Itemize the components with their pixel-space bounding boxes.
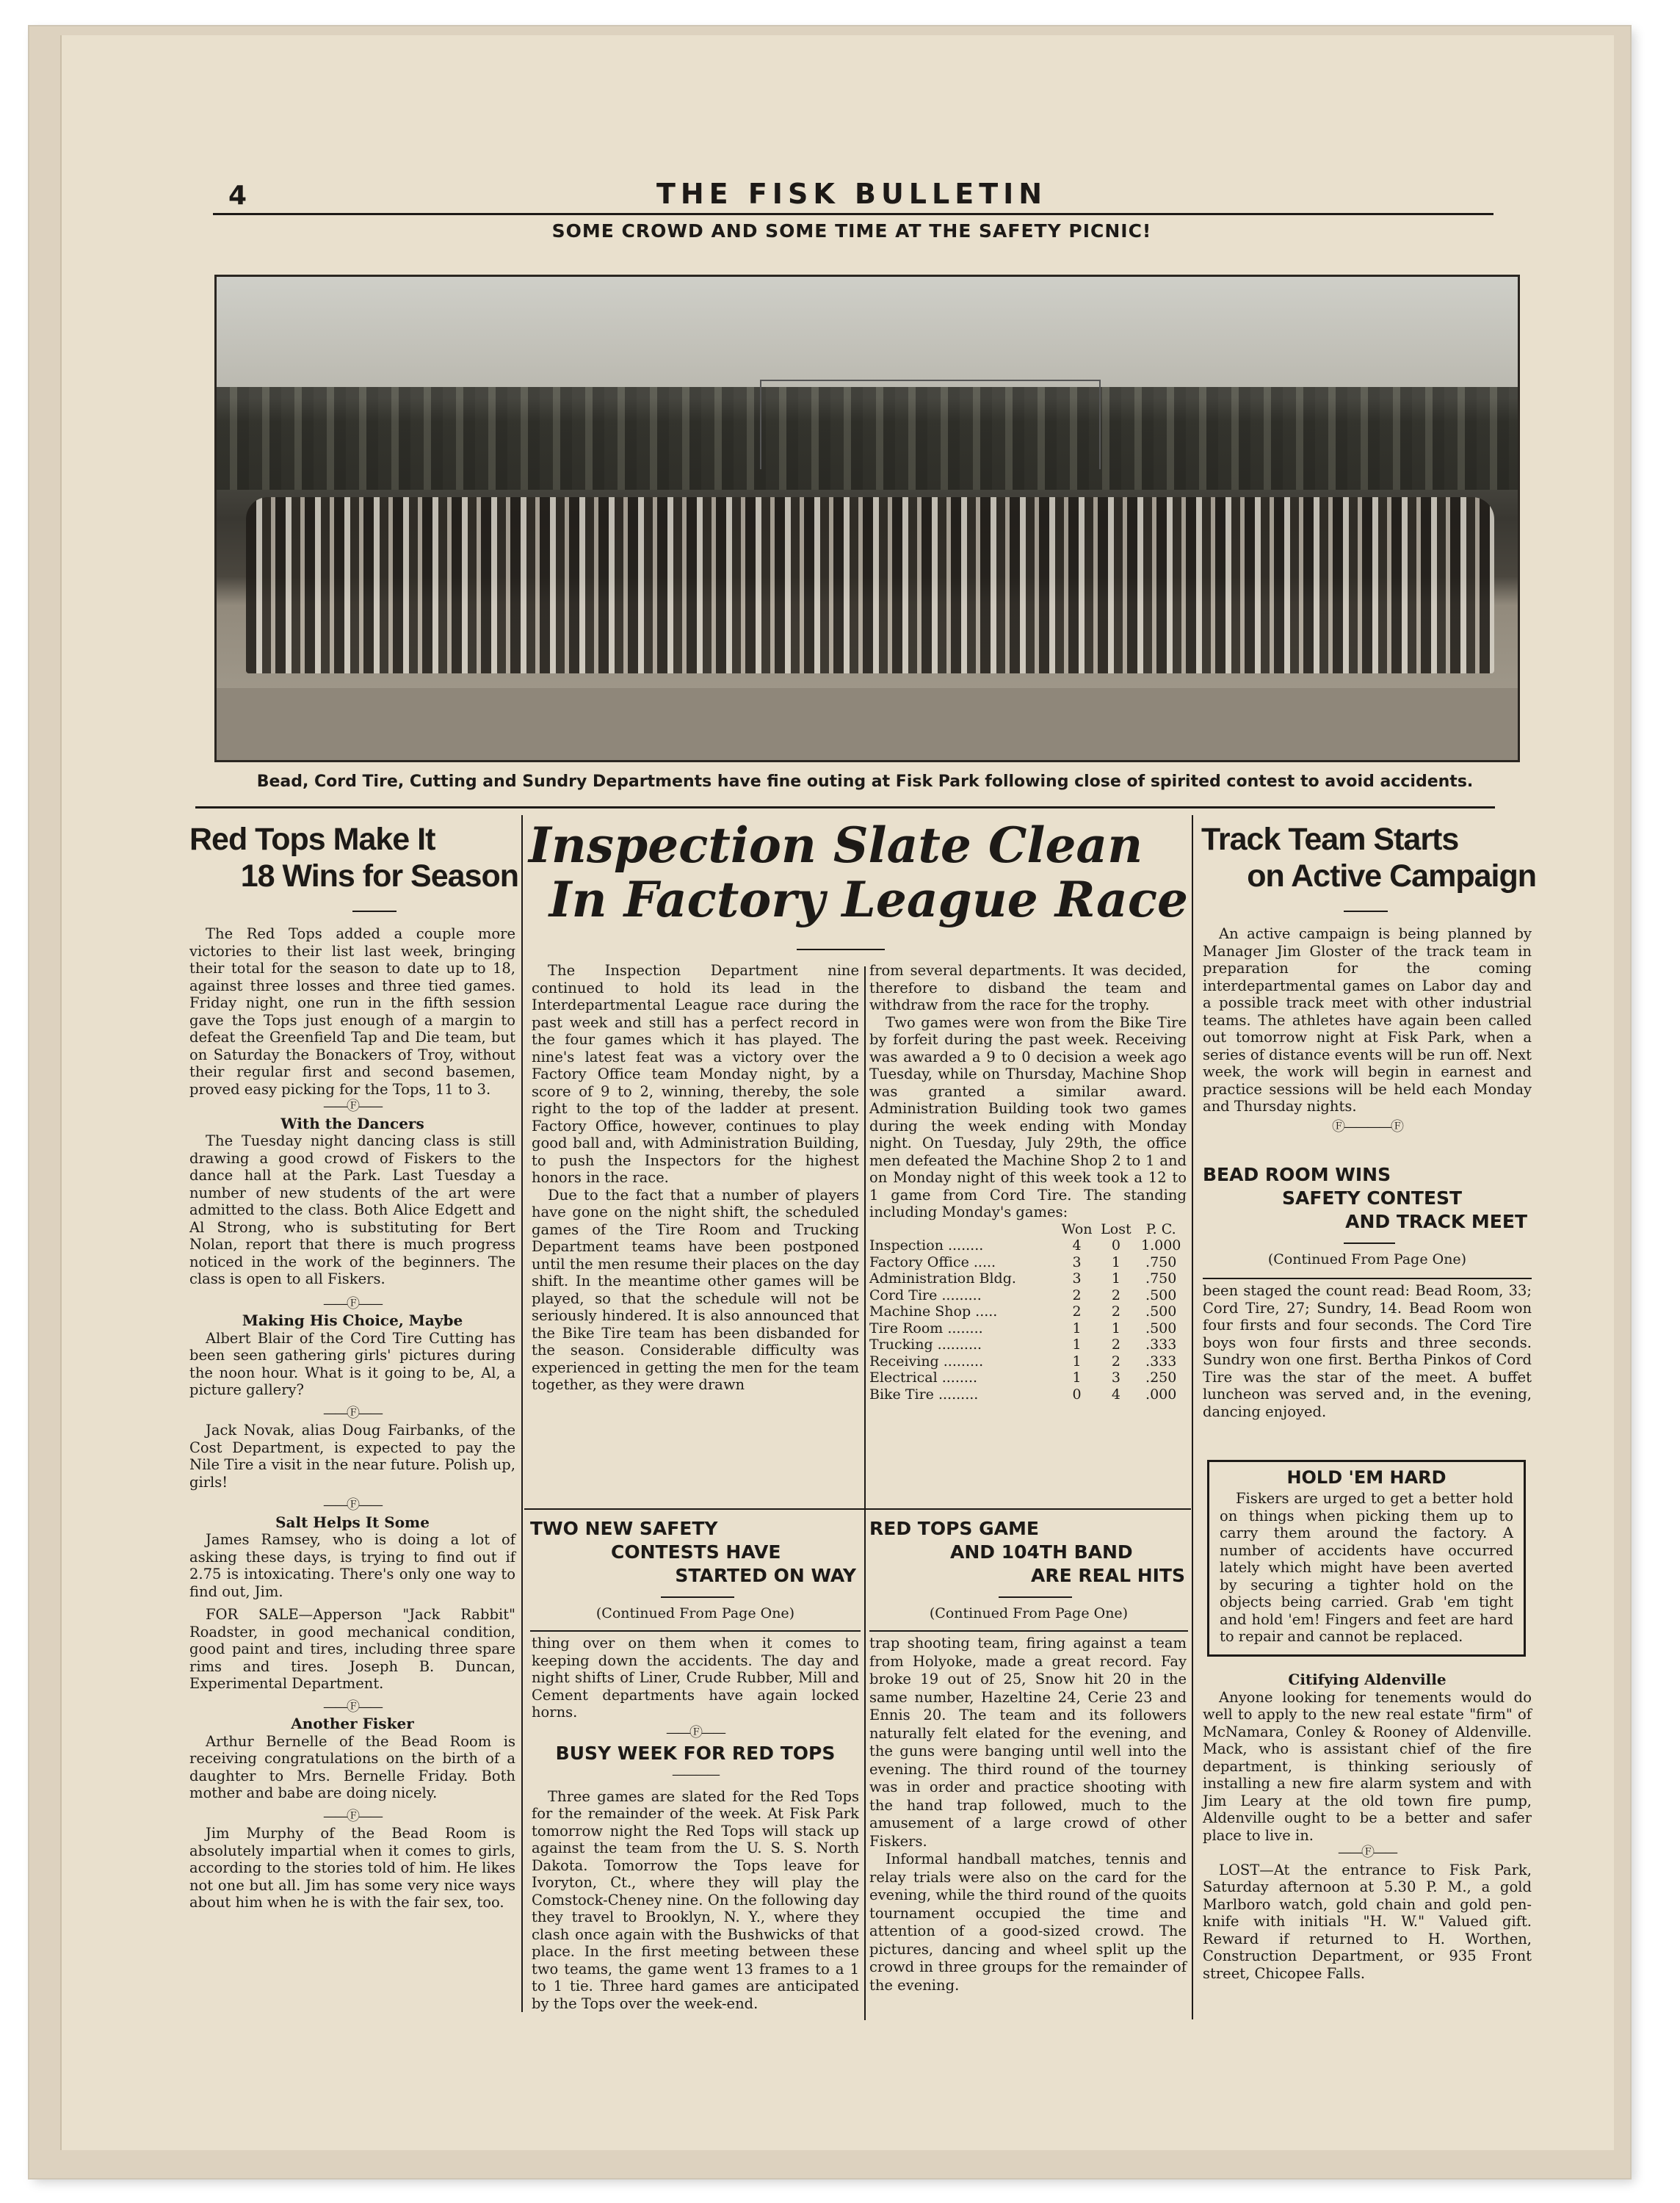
- section-rule: [524, 1508, 1191, 1510]
- stat-cell: .750: [1145, 1270, 1177, 1287]
- divider-icon: ——Ⓕ——: [666, 1724, 725, 1740]
- standings-row: [869, 1270, 1187, 1287]
- paragraph: been staged the count read: Bead Room, 33; Cord Tire, 27; Sundry, 14. Bead Room won four firsts and four seconds. The Cord Tire boys won four firsts and three seconds. Sundry won one first. Bertha Pinkos of Cord Tire was the star of the meet. A buffet luncheon was served and, in the evening, dancing enjoyed.: [1203, 1282, 1532, 1420]
- bead-room-headline: BEAD ROOM WINS SAFETY CONTEST AND TRACK MEET: [1203, 1164, 1527, 1232]
- hold-em-hard-box: [1207, 1460, 1526, 1657]
- paragraph: The Tuesday night dancing class is still drawing a good crowd of Fiskers to the dance hall at the Park. Last Tuesday a number of new students of the art were admitted to the class. Both Alice Edgett and Al Strong, who is substituting for Bert Nolan, report that there is much progress noticed in the work of the beginners. The class is open to all Fiskers.: [189, 1132, 515, 1287]
- track-team-headline: Track Team Starts on Active Campaign: [1201, 822, 1536, 894]
- safety-headline: TWO NEW SAFETY CONTESTS HAVE STARTED ON WAY: [530, 1518, 856, 1586]
- subhead: With the Dancers: [280, 1114, 424, 1132]
- column-rule-3: [1192, 815, 1193, 2019]
- section-rule: [530, 1630, 861, 1632]
- stat-cell: .750: [1145, 1254, 1177, 1270]
- standings-table: [869, 1221, 1187, 1403]
- stat-cell: .333: [1145, 1336, 1177, 1353]
- stat-cell: 1: [1111, 1254, 1120, 1270]
- group-photo: [214, 275, 1520, 762]
- col1-body: [189, 925, 515, 1911]
- stat-cell: 3: [1072, 1254, 1082, 1270]
- paragraph: thing over on them when it comes to keeping down the accidents. The day and night shifts of Liner, Crude Rubber, Mill and Cement departments have again locked horns.: [532, 1635, 859, 1721]
- stat-cell: 4: [1111, 1386, 1120, 1403]
- paragraph: Jim Murphy of the Bead Room is absolutely impartial when it comes to girls, according to the stories told of him. He likes not one but all. Jim has some very nice ways about him when he is with the fair sex, too.: [189, 1825, 515, 1911]
- stat-cell: 2: [1111, 1287, 1120, 1303]
- masthead-rule: [213, 213, 1493, 215]
- paragraph: The Red Tops added a couple more victories to their list last week, bringing their total for the season to date up to 18, against three losses and three tied games. Friday night, one run in the fifth session gave the Tops just enough of a margin to defeat the Greenfield Tap and Die team, but on Saturday the Bonackers of Troy, without their regular first and second basemen, proved easy picking for the Tops, 11 to 3.: [189, 925, 515, 1098]
- paragraph: Anyone looking for tenements would do well to apply to the new real estate "firm" of McNamara, Conley & Rooney of Aldenville. Mack, who is assistant chief of the fire department, is thinking seriously of installing a new fire alarm system and with Jim Leary at the old town fire pump, Aldenville ought to be a better and safer place to live in.: [1203, 1688, 1532, 1844]
- paragraph: James Ramsey, who is doing a lot of asking these days, is trying to find out if 2.75 is intoxicating. There's only one way to find out, Jim.: [189, 1531, 515, 1600]
- band-body: [869, 1635, 1187, 1994]
- stat-cell: .500: [1145, 1320, 1177, 1336]
- caption-rule: [195, 806, 1495, 809]
- team-cell: Bike Tire .........: [869, 1386, 979, 1403]
- stat-cell: 1: [1111, 1270, 1120, 1287]
- col4-lower-body: [1203, 1671, 1532, 1982]
- paragraph: Three games are slated for the Red Tops for the remainder of the week. At Fisk Park tomorrow night the Red Tops will stack up against the team from the U. S. S. North Dakota. Tomorrow the Tops leave for Ivoryton, Ct., where they will play the Comstock-Cheney nine. On the following day they travel to Brooklyn, N. Y., where they clash once again with the Bushwicks of that place. In the first meeting between these two teams, the game went 13 frames to a 1 to 1 tie. Three hard games are anticipated by the Tops over the week-end.: [532, 1787, 859, 2012]
- divider-icon: Ⓕ————Ⓕ: [1332, 1118, 1402, 1135]
- divider-icon: ——Ⓕ——: [323, 1405, 382, 1421]
- team-cell: Cord Tire .........: [869, 1287, 982, 1303]
- stat-cell: .500: [1145, 1303, 1177, 1320]
- subhead: Another Fisker: [291, 1715, 414, 1732]
- team-cell: Electrical ........: [869, 1370, 978, 1386]
- stat-cell: 2: [1111, 1303, 1120, 1320]
- stat-cell: 3: [1111, 1370, 1120, 1386]
- standings-row: [869, 1287, 1187, 1304]
- stat-cell: 1: [1072, 1370, 1082, 1386]
- stat-cell: 1: [1072, 1320, 1082, 1336]
- paragraph: Jack Novak, alias Doug Fairbanks, of the Cost Department, is expected to pay the Nile Tire a visit in the near future. Polish up, girls!: [189, 1422, 515, 1491]
- divider-icon: ——Ⓕ——: [323, 1808, 382, 1824]
- divider-icon: ——Ⓕ——: [323, 1699, 382, 1715]
- standings-row: [869, 1386, 1187, 1403]
- standings-row: [869, 1370, 1187, 1386]
- paragraph: from several departments. It was decided, therefore to disband the team and withdraw from the race for the trophy.: [869, 962, 1187, 1013]
- paragraph: trap shooting team, firing against a team from Holyoke, made a great record. Fay broke 19 out of 25, Snow hit 20 in the same number, Hazeltine 24, Cerie 23 and Ennis 20. The team and its followers naturally felt elated for the evening, and the guns were banging until well into the evening. The third round of the tourney was in order and practice shooting with the hand trap followed, much to the amusement of a large crowd of other Fiskers.: [869, 1635, 1187, 1850]
- standings-row: [869, 1254, 1187, 1271]
- stat-cell: 0: [1111, 1237, 1120, 1254]
- column-rule-2: [864, 966, 866, 2020]
- team-cell: Factory Office .....: [869, 1254, 996, 1270]
- column-rule-1: [521, 815, 523, 2012]
- bead-room-body: [1203, 1282, 1532, 1420]
- paragraph: The Inspection Department nine continued to hold its lead in the Interdepartmental League race during the past week and still has a perfect record in the four games which it has played. The nine's latest feat was a victory over the Factory Office team Monday night, by a score of 9 to 2, winning, thereby, the sole right to the top of the ladder at present. Factory Office, however, continues to play good ball and, with Administration Building, to push the Inspectors for the highest honors in the race.: [532, 962, 859, 1186]
- photo-backstop: [760, 380, 1101, 469]
- stat-cell: .333: [1145, 1353, 1177, 1370]
- hold-em-hard-text: [1220, 1490, 1513, 1646]
- headline-divider: [1344, 1242, 1395, 1244]
- continued-note: (Continued From Page One): [595, 1605, 795, 1621]
- stat-cell: 2: [1072, 1303, 1082, 1320]
- inspection-headline: Inspection Slate Clean In Factory League Race: [529, 817, 1188, 928]
- safety-body: [532, 1635, 859, 2012]
- inspection-col-a: [532, 962, 859, 1394]
- paragraph: Arthur Bernelle of the Bead Room is receiving congratulations on the birth of a daughter to Mrs. Bernelle Friday. Both mother and babe are doing nicely.: [189, 1732, 515, 1801]
- standings-row: [869, 1353, 1187, 1370]
- paragraph: Albert Blair of the Cord Tire Cutting has been seen gathering girls' pictures during the noon hour. What is it going to be, Al, a picture gallery?: [189, 1329, 515, 1398]
- paragraph: LOST—At the entrance to Fisk Park, Saturday afternoon at 5.30 P. M., a gold Marlboro watch, gold chain and gold pen-knife with initials "H. W." Valued gift. Reward if returned to H. Worthen, Construction Department, or 935 Front street, Chicopee Falls.: [1203, 1861, 1532, 1982]
- paragraph: FOR SALE—Apperson "Jack Rabbit" Roadster, in good mechanical condition, good paint and tires, including three spare rims and tires. Joseph B. Duncan, Experimental Department.: [189, 1606, 515, 1692]
- photo-ground: [217, 688, 1518, 760]
- header-cell: [869, 1221, 1057, 1238]
- paragraph: Informal handball matches, tennis and relay trials were also on the card for the evening, while the third round of the quoits tournament occupied the time and attention of a good-sized crowd. The pictures, dancing and wheel split up the crowd in three groups for the remainder of the evening.: [869, 1851, 1187, 1994]
- band-headline: RED TOPS GAME AND 104TH BAND ARE REAL HITS: [869, 1518, 1185, 1586]
- stat-cell: 1: [1072, 1353, 1082, 1370]
- stat-cell: 1: [1072, 1336, 1082, 1353]
- standings-row: [869, 1320, 1187, 1337]
- paragraph: Two games were won from the Bike Tire by forfeit during the past week. Receiving was awarded a 9 to 0 decision a week ago Tuesday, while on Thursday, Machine Shop was granted a similar award. Administration Building took two games during the week ending with Monday night. On Tuesday, July 29th, the office men defeated the Machine Shop 2 to 1 and on Monday night of this week took a 12 to 1 game from Cord Tire. The standing including Monday's games:: [869, 1013, 1187, 1220]
- subhead: Making His Choice, Maybe: [242, 1312, 463, 1329]
- section-rule: [869, 1630, 1188, 1632]
- continued-note: (Continued From Page One): [929, 1605, 1129, 1621]
- divider-icon: ——Ⓕ——: [323, 1099, 382, 1114]
- team-cell: Tire Room ........: [869, 1320, 983, 1336]
- stat-cell: 1.000: [1140, 1237, 1181, 1254]
- header-cell: P. C.: [1145, 1220, 1176, 1237]
- team-cell: Trucking ..........: [869, 1336, 982, 1353]
- page-number: 4: [228, 181, 247, 211]
- stat-cell: 0: [1072, 1386, 1082, 1403]
- photo-caption: Bead, Cord Tire, Cutting and Sundry Departments have fine outing at Fisk Park following close of spirited contest to avoid accidents.: [256, 773, 1474, 791]
- team-cell: Inspection ........: [869, 1237, 984, 1254]
- divider-icon: ————: [672, 1767, 719, 1782]
- paragraph: Due to the fact that a number of players have gone on the night shift, the scheduled games of the Tire Room and Trucking Department teams have been postponed until the men resume their places on the day shift. In the meantime other games will be played, so that the schedule will not be seriously hindered. It is also announced that the Bike Tire team has been disbanded for the season. Considerable difficulty was experienced in getting the men for the team together, as they were drawn: [532, 1186, 859, 1393]
- subhead: Citifying Aldenville: [1288, 1671, 1447, 1688]
- team-cell: Administration Bldg.: [869, 1270, 1016, 1287]
- headline-divider: [1344, 911, 1388, 912]
- stat-cell: 1: [1111, 1320, 1120, 1336]
- standings-row: [869, 1336, 1187, 1353]
- headline-divider: [661, 1596, 734, 1598]
- divider-icon: ——Ⓕ——: [323, 1295, 382, 1312]
- header-cell: Lost: [1101, 1220, 1132, 1237]
- stat-cell: 2: [1111, 1353, 1120, 1370]
- track-team-body: [1203, 925, 1532, 1135]
- standings-body: [869, 1237, 1187, 1403]
- stat-cell: .500: [1145, 1287, 1177, 1303]
- divider-icon: ——Ⓕ——: [323, 1497, 382, 1513]
- team-cell: Machine Shop .....: [869, 1303, 998, 1320]
- busy-week-headline: BUSY WEEK FOR RED TOPS: [555, 1743, 836, 1764]
- standings-row: [869, 1237, 1187, 1254]
- headline-divider: [797, 949, 885, 950]
- masthead: THE FISK BULLETIN: [656, 178, 1048, 210]
- hold-em-hard-title: HOLD 'EM HARD: [1286, 1467, 1447, 1488]
- red-tops-headline: Red Tops Make It 18 Wins for Season: [189, 822, 518, 894]
- team-cell: Receiving .........: [869, 1353, 984, 1370]
- continued-note: (Continued From Page One): [1267, 1251, 1467, 1267]
- paragraph: An active campaign is being planned by Manager Jim Gloster of the track team in preparation for the coming interdepartmental games on Labor day and a possible track meet with other industrial teams. The athletes have again been called out tomorrow night at Fisk Park, when a series of distance events will be run off. Next week, the work will begin in earnest and practice sessions will be held each Monday and Thursday nights.: [1203, 925, 1532, 1115]
- photo-headline: SOME CROWD AND SOME TIME AT THE SAFETY PICNIC!: [551, 220, 1152, 242]
- standings-row: [869, 1303, 1187, 1320]
- stat-cell: 3: [1072, 1270, 1082, 1287]
- header-cell: Won: [1061, 1220, 1093, 1237]
- subhead: Salt Helps It Some: [275, 1513, 430, 1531]
- stat-cell: 2: [1111, 1336, 1120, 1353]
- standings-header-row: [869, 1221, 1187, 1238]
- section-rule: [1203, 1278, 1532, 1279]
- stat-cell: 2: [1072, 1287, 1082, 1303]
- stat-cell: .250: [1145, 1370, 1177, 1386]
- stat-cell: 4: [1072, 1237, 1082, 1254]
- inspection-col-b: [869, 962, 1187, 1403]
- photo-crowd: [246, 497, 1494, 673]
- paragraph: Fiskers are urged to get a better hold on things when picking them up to carry them around the factory. A number of accidents have occurred lately which might have been averted by securing a tighter hold on the objects being carried. Grab 'em tight and hold 'em! Fingers and feet are hard to repair and cannot be replaced.: [1220, 1490, 1513, 1645]
- headline-divider: [352, 911, 397, 912]
- stat-cell: .000: [1145, 1386, 1177, 1403]
- headline-divider: [999, 1596, 1072, 1598]
- divider-icon: ——Ⓕ——: [1338, 1845, 1397, 1860]
